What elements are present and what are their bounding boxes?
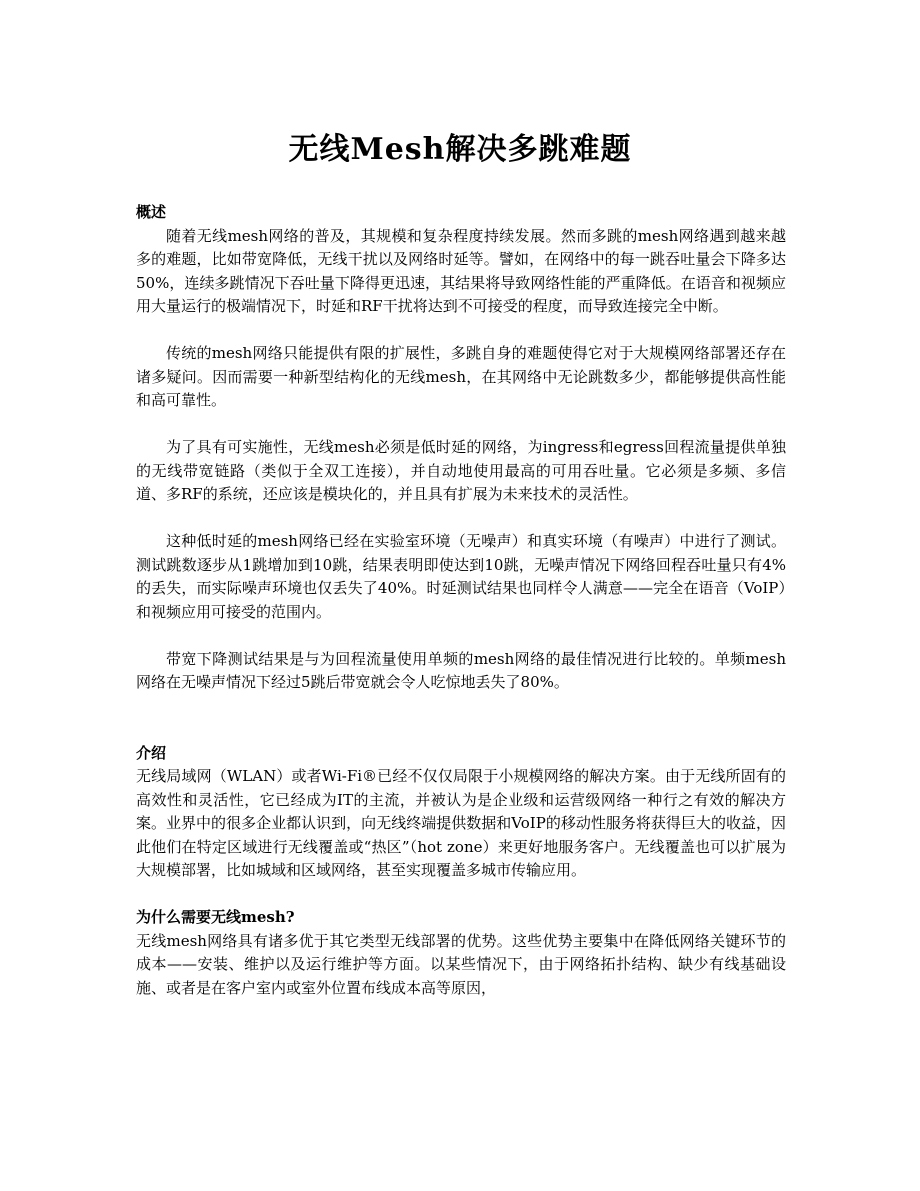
section-introduction <box>136 742 786 883</box>
paragraph: 无线mesh网络具有诸多优于其它类型无线部署的优势。这些优势主要集中在降低网络关键环节的成本——安装、维护以及运行维护等方面。以某些情况下，由于网络拓扑结构、缺少有线基础设施、或者是在客户室内或室外位置布线成本高等原因， <box>136 931 786 997</box>
section-heading-introduction: 介绍 <box>136 743 167 762</box>
document-body <box>136 201 786 1000</box>
paragraph: 带宽下降测试结果是与为回程流量使用单频的mesh网络的最佳情况进行比较的。单频mesh网络在无噪声情况下经过5跳后带宽就会令人吃惊地丢失了80%。 <box>136 649 786 691</box>
page-title: 无线Mesh解决多跳难题 <box>288 132 632 168</box>
paragraph: 这种低时延的mesh网络已经在实验室环境（无噪声）和真实环境（有噪声）中进行了测试。测试跳数逐步从1跳增加到10跳，结果表明即使达到10跳，无噪声情况下网络回程吞吐量只有4%的丢失，而实际噪声环境也仅丢失了40%。时延测试结果也同样令人满意——完全在语音（VoIP）和视频应用可接受的范围内。 <box>136 532 786 621</box>
paragraph: 无线局域网（WLAN）或者Wi-Fi®已经不仅仅局限于小规模网络的解决方案。由于无线所固有的高效性和灵活性，它已经成为IT的主流，并被认为是企业级和运营级网络一种行之有效的解决方案。业界中的很多企业都认识到，向无线终端提供数据和VoIP的移动性服务将获得巨大的收益，因此他们在特定区域进行无线覆盖或“热区”（hot zone）来更好地服务客户。无线覆盖也可以扩展为大规模部署，比如城域和区域网络，甚至实现覆盖多城市传输应用。 <box>136 767 786 879</box>
section-heading-why-mesh: 为什么需要无线mesh? <box>136 908 295 926</box>
section-why-mesh <box>136 906 786 1000</box>
section-overview <box>136 201 786 695</box>
paragraph: 随着无线mesh网络的普及，其规模和复杂程度持续发展。然而多跳的mesh网络遇到越来越多的难题，比如带宽降低，无线干扰以及网络时延等。譬如，在网络中的每一跳吞吐量会下降多达50%，连续多跳情况下吞吐量下降得更迅速，其结果将导致网络性能的严重降低。在语音和视频应用大量运行的极端情况下，时延和RF干扰将达到不可接受的程度，而导致连接完全中断。 <box>136 226 786 315</box>
paragraph: 传统的mesh网络只能提供有限的扩展性，多跳自身的难题使得它对于大规模网络部署还存在诸多疑问。因而需要一种新型结构化的无线mesh，在其网络中无论跳数多少，都能够提供高性能和高可靠性。 <box>136 344 786 409</box>
section-heading-overview: 概述 <box>136 203 167 221</box>
paragraph: 为了具有可实施性，无线mesh必须是低时延的网络，为ingress和egress回程流量提供单独的无线带宽链路（类似于全双工连接），并自动地使用最高的可用吞吐量。它必须是多频、多信道、多RF的系统，还应该是模块化的，并且具有扩展为未来技术的灵活性。 <box>136 438 786 503</box>
